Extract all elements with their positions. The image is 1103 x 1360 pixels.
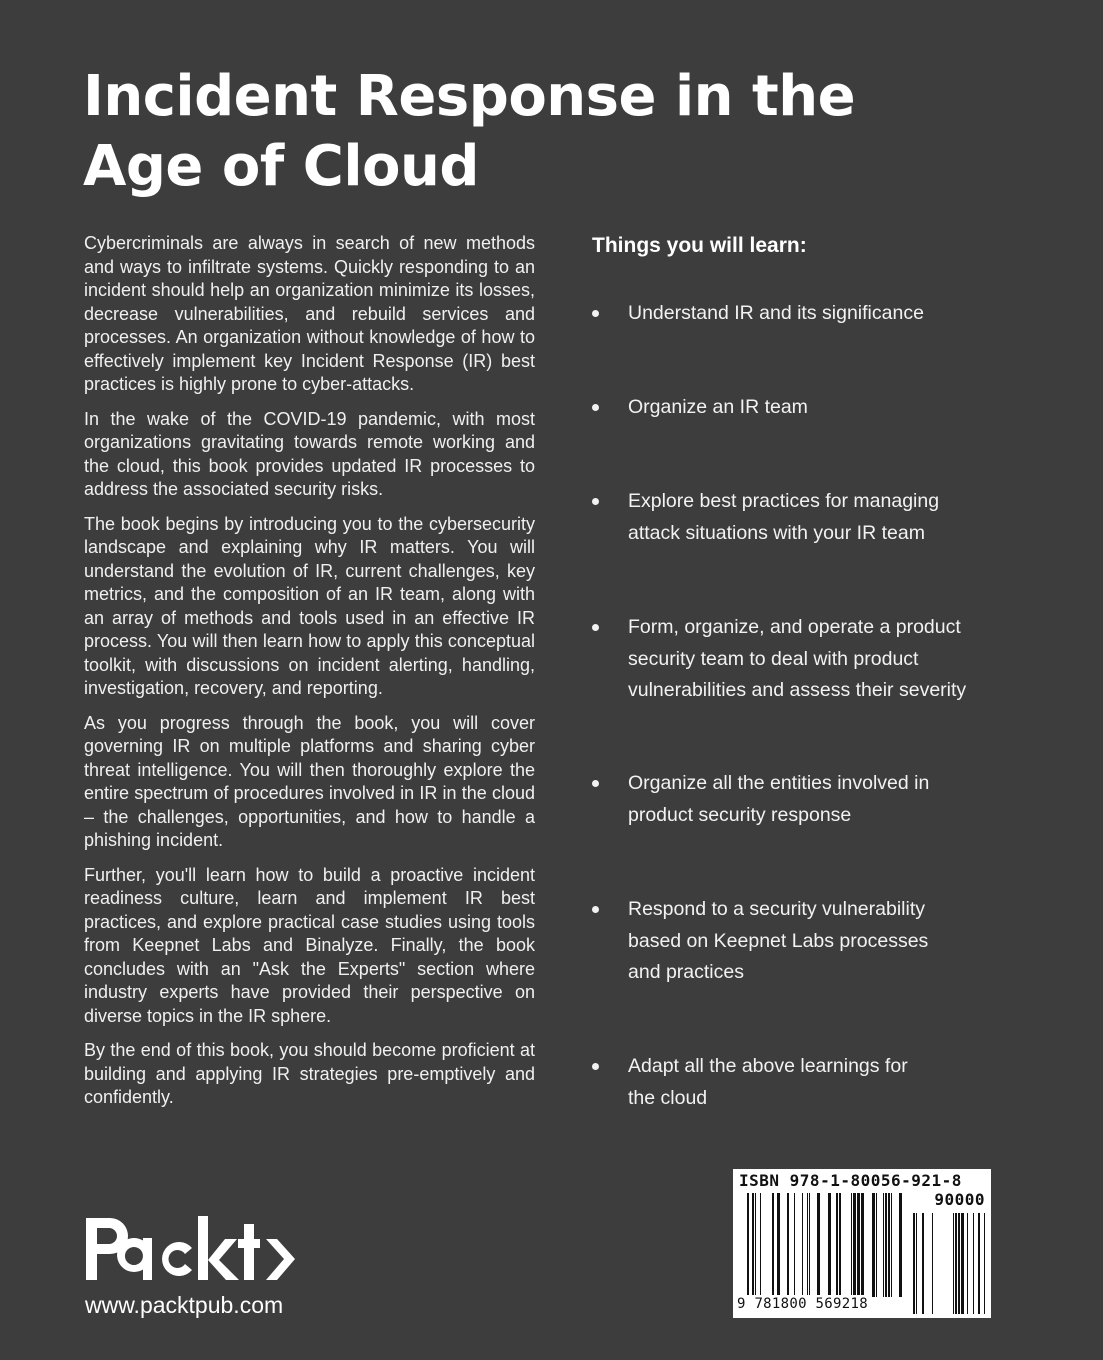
learn-list-item — [592, 486, 992, 549]
bullet-icon — [592, 624, 599, 631]
bullet-icon — [592, 404, 599, 411]
book-title: Incident Response in the Age of Cloud — [83, 64, 856, 199]
learn-list-item — [592, 1051, 992, 1114]
learn-item-text: Explore best practices for managing attack situations with your IR team — [628, 490, 940, 544]
learn-list-item — [592, 768, 992, 831]
bullet-icon — [592, 310, 599, 317]
isbn-addon-label: 90000 — [934, 1190, 985, 1209]
learn-item-text: Understand IR and its significance — [628, 302, 924, 324]
learn-list-item — [592, 298, 992, 330]
bullet-icon — [592, 780, 599, 787]
ean-digits: 9 781800 569218 — [737, 1296, 868, 1312]
description-paragraph: By the end of this book, you should become proficient at building and applying IR strategies pre-emptively and confidently. — [84, 1040, 535, 1107]
description-paragraph: Cybercriminals are always in search of new methods and ways to infiltrate systems. Quickly responding to an incident should help an organization minimize its losses, decrease vulnerabilities, and rebuild services and processes. An organization without knowledge of how to effectively implement key Incident Response (IR) best practices is highly prone to cyber-attacks. — [84, 233, 535, 394]
bullet-icon — [592, 906, 599, 913]
isbn-label: ISBN 978-1-80056-921-8 — [739, 1171, 962, 1190]
learn-item-text: Respond to a security vulnerability based on Keepnet Labs processes and practices — [628, 898, 929, 983]
book-description — [84, 232, 535, 1121]
learn-list-item — [592, 392, 992, 424]
isbn-barcode — [733, 1169, 991, 1318]
learn-heading: Things you will learn: — [592, 234, 807, 257]
learn-list-item — [592, 612, 992, 707]
bullet-icon — [592, 1063, 599, 1070]
learn-item-text: Form, organize, and operate a product security team to deal with product vulnerabilities and assess their severity — [628, 616, 967, 701]
packt-logo — [84, 1208, 304, 1292]
description-paragraph: The book begins by introducing you to the cybersecurity landscape and explaining why IR matters. You will understand the evolution of IR, current challenges, key metrics, and the composition of an IR team, along with an array of methods and tools used in an effective IR process. You will then learn how to apply this conceptual toolkit, with discussions on incident alerting, handling, investigation, recovery, and reporting. — [84, 513, 535, 698]
description-paragraph: Further, you'll learn how to build a proactive incident readiness culture, learn and implement IR best practices, and explore practical case studies using tools from Keepnet Labs and Binalyze. Finally, the book concludes with an "Ask the Experts" section where industry experts have provided their perspective on diverse topics in the IR sphere. — [84, 864, 535, 1026]
learn-item-text: Adapt all the above learnings for the cloud — [628, 1055, 908, 1109]
publisher-url: www.packtpub.com — [85, 1292, 284, 1318]
learn-list-item — [592, 894, 992, 989]
bullet-icon — [592, 498, 599, 505]
learn-item-text: Organize all the entities involved in product security response — [628, 772, 930, 826]
description-paragraph: As you progress through the book, you will cover governing IR on multiple platforms and sharing cyber threat intelligence. You will then thoroughly explore the entire spectrum of procedures involved in IR in the cloud – the challenges, opportunities, and how to handle a phishing incident. — [84, 712, 535, 850]
description-paragraph: In the wake of the COVID-19 pandemic, with most organizations gravitating towards remote working and the cloud, this book provides updated IR processes to address the associated security risks. — [84, 408, 535, 499]
learn-item-text: Organize an IR team — [628, 396, 808, 418]
